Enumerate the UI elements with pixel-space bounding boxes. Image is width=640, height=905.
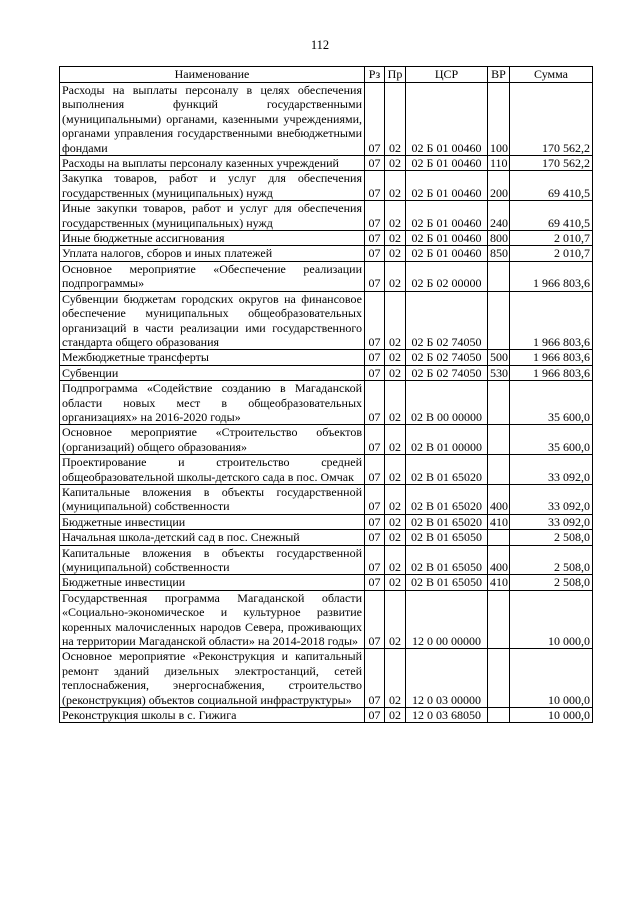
cell-name: Начальная школа-детский сад в пос. Снежный	[60, 530, 365, 545]
cell-name: Бюджетные инвестиции	[60, 514, 365, 529]
column-header-csr: ЦСР	[406, 67, 488, 83]
cell-csr: 02 Б 01 00460	[406, 246, 488, 261]
cell-vr: 530	[488, 365, 510, 380]
cell-rz: 07	[365, 246, 385, 261]
cell-pr: 02	[385, 708, 406, 723]
cell-vr: 410	[488, 575, 510, 590]
cell-csr: 02 Б 02 74050	[406, 365, 488, 380]
table-row	[60, 425, 593, 455]
cell-pr: 02	[385, 365, 406, 380]
column-header-rz: Рз	[365, 67, 385, 83]
cell-sum: 170 562,2	[510, 83, 593, 156]
table-row	[60, 83, 593, 156]
cell-name: Подпрограмма «Содействие созданию в Магаданской области новых мест в общеобразовательных организациях» на 2016-2020 годы»	[60, 381, 365, 425]
cell-vr: 400	[488, 484, 510, 514]
cell-sum: 69 410,5	[510, 201, 593, 231]
cell-rz: 07	[365, 201, 385, 231]
cell-rz: 07	[365, 156, 385, 171]
cell-rz: 07	[365, 291, 385, 350]
table-row	[60, 171, 593, 201]
cell-rz: 07	[365, 350, 385, 365]
cell-name: Бюджетные инвестиции	[60, 575, 365, 590]
cell-rz: 07	[365, 171, 385, 201]
table-row	[60, 514, 593, 529]
cell-pr: 02	[385, 261, 406, 291]
cell-pr: 02	[385, 530, 406, 545]
table-row	[60, 231, 593, 246]
cell-sum: 69 410,5	[510, 171, 593, 201]
cell-pr: 02	[385, 171, 406, 201]
cell-sum: 35 600,0	[510, 425, 593, 455]
cell-vr: 110	[488, 156, 510, 171]
cell-csr: 02 Б 02 74050	[406, 350, 488, 365]
cell-sum: 2 010,7	[510, 246, 593, 261]
table-row	[60, 484, 593, 514]
column-header-pr: Пр	[385, 67, 406, 83]
cell-pr: 02	[385, 201, 406, 231]
cell-vr: 100	[488, 83, 510, 156]
cell-sum: 1 966 803,6	[510, 261, 593, 291]
cell-sum: 10 000,0	[510, 708, 593, 723]
cell-name: Капитальные вложения в объекты государственной (муниципальной) собственности	[60, 484, 365, 514]
cell-sum: 1 966 803,6	[510, 350, 593, 365]
cell-csr: 02 В 01 00000	[406, 425, 488, 455]
cell-rz: 07	[365, 484, 385, 514]
cell-pr: 02	[385, 381, 406, 425]
cell-vr	[488, 590, 510, 649]
cell-name: Основное мероприятие «Обеспечение реализации подпрограммы»	[60, 261, 365, 291]
cell-csr: 12 0 03 00000	[406, 649, 488, 708]
cell-rz: 07	[365, 649, 385, 708]
cell-sum: 10 000,0	[510, 590, 593, 649]
cell-pr: 02	[385, 455, 406, 485]
cell-csr: 02 В 00 00000	[406, 381, 488, 425]
cell-vr	[488, 381, 510, 425]
table-row	[60, 201, 593, 231]
cell-name: Основное мероприятие «Строительство объектов (организаций) общего образования»	[60, 425, 365, 455]
table-row	[60, 350, 593, 365]
cell-vr: 240	[488, 201, 510, 231]
cell-csr: 02 В 01 65050	[406, 575, 488, 590]
cell-rz: 07	[365, 514, 385, 529]
cell-rz: 07	[365, 530, 385, 545]
cell-rz: 07	[365, 365, 385, 380]
cell-csr: 02 В 01 65050	[406, 530, 488, 545]
table-body	[60, 83, 593, 723]
table-row	[60, 156, 593, 171]
cell-csr: 02 Б 01 00460	[406, 201, 488, 231]
cell-pr: 02	[385, 246, 406, 261]
cell-sum: 2 508,0	[510, 575, 593, 590]
cell-vr: 850	[488, 246, 510, 261]
cell-pr: 02	[385, 83, 406, 156]
cell-name: Иные бюджетные ассигнования	[60, 231, 365, 246]
cell-name: Расходы на выплаты персоналу казенных учреждений	[60, 156, 365, 171]
cell-csr: 02 Б 01 00460	[406, 231, 488, 246]
table-row	[60, 708, 593, 723]
cell-rz: 07	[365, 83, 385, 156]
cell-rz: 07	[365, 545, 385, 575]
cell-vr	[488, 530, 510, 545]
cell-rz: 07	[365, 425, 385, 455]
table-row	[60, 381, 593, 425]
cell-sum: 35 600,0	[510, 381, 593, 425]
cell-vr: 800	[488, 231, 510, 246]
table-row	[60, 291, 593, 350]
cell-csr: 02 Б 02 00000	[406, 261, 488, 291]
cell-csr: 02 Б 02 74050	[406, 291, 488, 350]
table-row	[60, 590, 593, 649]
cell-pr: 02	[385, 231, 406, 246]
cell-name: Межбюджетные трансферты	[60, 350, 365, 365]
table-row	[60, 261, 593, 291]
cell-csr: 02 Б 01 00460	[406, 156, 488, 171]
cell-csr: 02 В 01 65050	[406, 545, 488, 575]
cell-csr: 12 0 03 68050	[406, 708, 488, 723]
table-row	[60, 649, 593, 708]
table-row	[60, 365, 593, 380]
cell-pr: 02	[385, 425, 406, 455]
cell-name: Капитальные вложения в объекты государственной (муниципальной) собственности	[60, 545, 365, 575]
cell-rz: 07	[365, 231, 385, 246]
cell-rz: 07	[365, 455, 385, 485]
cell-sum: 1 966 803,6	[510, 365, 593, 380]
cell-csr: 02 В 01 65020	[406, 455, 488, 485]
cell-vr	[488, 425, 510, 455]
cell-sum: 33 092,0	[510, 514, 593, 529]
cell-csr: 02 Б 01 00460	[406, 83, 488, 156]
cell-pr: 02	[385, 514, 406, 529]
cell-name: Проектирование и строительство средней общеобразовательной школы-детского сада в пос. Омчак	[60, 455, 365, 485]
cell-vr: 400	[488, 545, 510, 575]
column-header-sum: Сумма	[510, 67, 593, 83]
cell-sum: 33 092,0	[510, 484, 593, 514]
cell-sum: 170 562,2	[510, 156, 593, 171]
cell-vr: 500	[488, 350, 510, 365]
cell-vr	[488, 455, 510, 485]
cell-rz: 07	[365, 381, 385, 425]
cell-pr: 02	[385, 649, 406, 708]
cell-csr: 02 В 01 65020	[406, 484, 488, 514]
cell-name: Субвенции	[60, 365, 365, 380]
cell-pr: 02	[385, 575, 406, 590]
cell-rz: 07	[365, 575, 385, 590]
cell-csr: 02 В 01 65020	[406, 514, 488, 529]
cell-sum: 33 092,0	[510, 455, 593, 485]
column-header-vr: ВР	[488, 67, 510, 83]
table-row	[60, 246, 593, 261]
cell-sum: 2 010,7	[510, 231, 593, 246]
cell-sum: 10 000,0	[510, 649, 593, 708]
cell-sum: 1 966 803,6	[510, 291, 593, 350]
table-row	[60, 575, 593, 590]
cell-vr	[488, 708, 510, 723]
cell-vr: 410	[488, 514, 510, 529]
table-row	[60, 530, 593, 545]
table-row	[60, 545, 593, 575]
budget-table	[59, 66, 593, 723]
cell-pr: 02	[385, 484, 406, 514]
cell-name: Реконструкция школы в с. Гижига	[60, 708, 365, 723]
cell-vr	[488, 649, 510, 708]
cell-pr: 02	[385, 156, 406, 171]
cell-pr: 02	[385, 545, 406, 575]
cell-name: Уплата налогов, сборов и иных платежей	[60, 246, 365, 261]
column-header-name: Наименование	[60, 67, 365, 83]
table-header-row	[60, 67, 593, 83]
cell-vr	[488, 291, 510, 350]
cell-sum: 2 508,0	[510, 545, 593, 575]
cell-name: Иные закупки товаров, работ и услуг для обеспечения государственных (муниципальных) нужд	[60, 201, 365, 231]
table-row	[60, 455, 593, 485]
cell-pr: 02	[385, 291, 406, 350]
cell-pr: 02	[385, 350, 406, 365]
cell-vr: 200	[488, 171, 510, 201]
cell-csr: 02 Б 01 00460	[406, 171, 488, 201]
cell-csr: 12 0 00 00000	[406, 590, 488, 649]
page-number: 112	[310, 38, 330, 52]
cell-rz: 07	[365, 590, 385, 649]
cell-pr: 02	[385, 590, 406, 649]
cell-name: Закупка товаров, работ и услуг для обеспечения государственных (муниципальных) нужд	[60, 171, 365, 201]
cell-name: Расходы на выплаты персоналу в целях обеспечения выполнения функций государственными (муниципальными) органами, казенными учреждениями, органами управления государственными внебюджетными фондами	[60, 83, 365, 156]
cell-rz: 07	[365, 261, 385, 291]
cell-name: Основное мероприятие «Реконструкция и капитальный ремонт зданий дизельных электростанций, сетей теплоснабжения, энергоснабжения, строительство (реконструкция) объектов социальной инфраструктуры»	[60, 649, 365, 708]
cell-sum: 2 508,0	[510, 530, 593, 545]
cell-rz: 07	[365, 708, 385, 723]
cell-name: Государственная программа Магаданской области «Социально-экономическое и культурное развитие коренных малочисленных народов Севера, проживающих на территории Магаданской области» на 2014-2018 годы»	[60, 590, 365, 649]
cell-vr	[488, 261, 510, 291]
cell-name: Субвенции бюджетам городских округов на финансовое обеспечение муниципальных общеобразовательных организаций в части реализации ими государственного стандарта общего образования	[60, 291, 365, 350]
